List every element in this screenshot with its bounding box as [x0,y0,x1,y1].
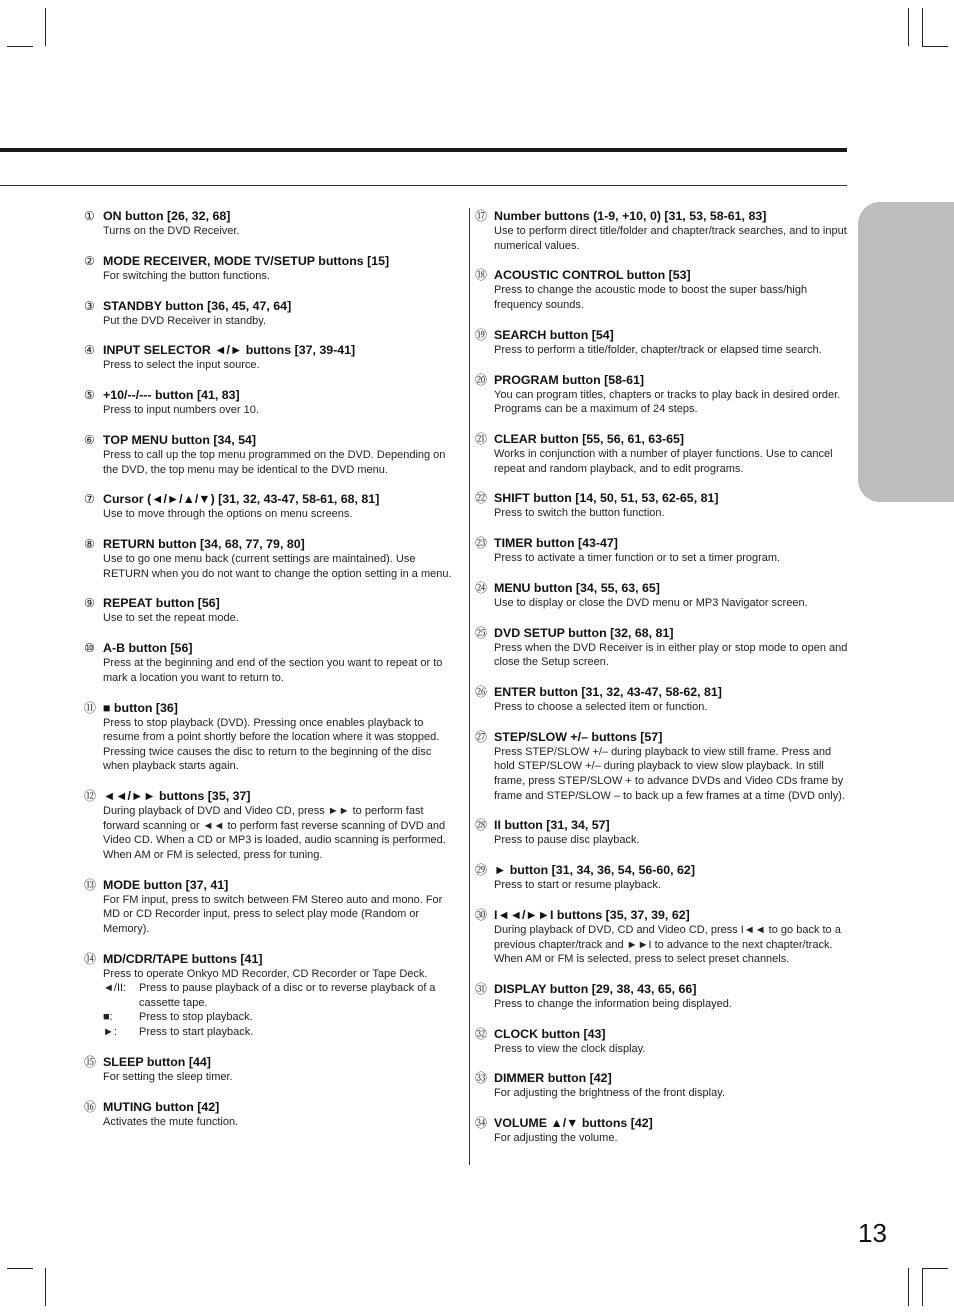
entry-number: ③ [84,298,95,313]
crop-mark [908,8,909,46]
entry-description [103,967,458,1040]
description-text: Press to call up the top menu programmed on the DVD. Depending on the DVD, the top menu may be identical to the DVD menu. [103,448,446,476]
entry-title: DIMMER button [42] [494,1071,612,1086]
entry-title: ► button [31, 34, 36, 54, 56-60, 62] [494,863,695,878]
entry-title: Cursor (◄/►/▲/▼) [31, 32, 43-47, 58-61, 68, 81] [103,492,380,507]
entry-number: ㉘ [475,818,488,833]
entry-heading [475,907,850,923]
entry-title: CLOCK button [43] [494,1026,606,1041]
entry-number: ① [84,209,95,223]
section-tab [858,202,954,502]
entry-description [494,833,850,848]
entry-number: ⑫ [84,789,97,804]
entry-description [103,224,458,239]
entry-number: ㉗ [475,729,488,744]
button-entry [475,372,850,417]
button-entry [84,208,458,239]
entry-heading [84,788,458,804]
entry-heading [475,729,850,745]
button-entry [84,432,458,477]
crop-mark [45,1268,46,1306]
description-text: Works in conjunction with a number of player functions. Use to cancel repeat and random playback, and to edit programs. [494,447,833,475]
entry-heading [84,951,458,967]
description-text: During playback of DVD, CD and Video CD, press I◄◄ to go back to a previous chapter/track and ►►I to advance to the next chapter/track. When AM or FM is selected, press to select preset channels. [494,923,841,966]
entry-title: Number buttons (1-9, +10, 0) [31, 53, 58-61, 83] [494,209,767,223]
entry-number: ⑧ [84,537,95,552]
entry-description [494,923,850,967]
entry-heading [475,490,850,506]
entry-heading [84,298,458,314]
crop-mark [45,8,46,46]
button-entry [475,431,850,476]
entry-number: ④ [84,343,95,358]
entry-title: TIMER button [43-47] [494,536,618,551]
entry-description [494,283,850,312]
button-entry [84,1099,458,1130]
entry-description [103,403,458,418]
entry-description [494,700,850,715]
entry-title: ◄◄/►► buttons [35, 37] [103,789,251,804]
entry-number: ㉖ [475,685,488,699]
description-text: Press to perform a title/folder, chapter/track or elapsed time search. [494,343,822,356]
sub-item [103,1025,458,1040]
entry-heading [84,1099,458,1115]
entry-heading [84,536,458,552]
description-text: Press when the DVD Receiver is in either play or stop mode to open and close the Setup screen. [494,641,848,669]
sub-item-text: Press to stop playback. [139,1011,253,1024]
entry-number: ㉛ [475,981,488,996]
entry-description [103,656,458,685]
button-entry [475,580,850,611]
entry-title: I◄◄/►►I buttons [35, 37, 39, 62] [494,907,690,922]
button-entry [84,536,458,581]
entry-title: STANDBY button [36, 45, 47, 64] [103,298,292,313]
entry-description [494,1086,850,1101]
entry-heading [475,372,850,388]
entry-description [494,551,850,566]
entry-description [494,343,850,358]
sub-item [103,981,458,1010]
description-text: For setting the sleep timer. [103,1070,233,1083]
description-text: Press to pause disc playback. [494,834,640,847]
description-text: For adjusting the volume. [494,1132,618,1145]
button-entry [84,700,458,774]
entry-heading [475,267,850,283]
button-entry [475,907,850,967]
entry-heading [84,491,458,507]
entry-title: DVD SETUP button [32, 68, 81] [494,625,674,640]
description-text: Turns on the DVD Receiver. [103,225,240,237]
description-text: For FM input, press to switch between FM Stereo auto and mono. For MD or CD Recorder input, press to select play mode (Random or Memory). [103,893,443,935]
entry-number: ⑰ [475,209,488,223]
description-text: Use to perform direct title/folder and chapter/track searches, and to input numerical values. [494,225,847,252]
description-text: Press to choose a selected item or function. [494,701,708,713]
entry-title: STEP/SLOW +/– buttons [57] [494,729,663,744]
entry-description [103,611,458,626]
entry-description [494,878,850,893]
entry-number: ㉙ [475,863,488,878]
description-text: Use to go one menu back (current settings are maintained). Use RETURN when you do not want to change the option setting in a menu. [103,553,452,580]
description-text: Use to move through the options on menu screens. [103,508,353,521]
button-entry [475,625,850,670]
entry-description [103,552,458,581]
button-entry [475,208,850,253]
header-rule [0,148,847,152]
description-text: Activates the mute function. [103,1115,239,1128]
entry-title: SHIFT button [14, 50, 51, 53, 62-65, 81] [494,491,719,506]
sub-item-text: Press to pause playback of a disc or to reverse playback of a cassette tape. [139,982,436,1009]
entry-description [494,1131,850,1146]
entry-description [494,1042,850,1057]
entry-description [103,1115,458,1130]
entry-description [494,997,850,1012]
entry-heading [84,700,458,716]
crop-mark [908,1268,909,1306]
entry-title: ACOUSTIC CONTROL button [53] [494,268,691,283]
entry-heading [84,342,458,358]
description-text: During playback of DVD and Video CD, press ►► to perform fast forward scanning or ◄◄ to perform fast reverse scanning of DVD and Video CD. When a CD or MP3 is loaded, audio scanning is performed. When AM or FM is selected, press for tuning. [103,805,446,861]
right-column [475,208,850,1160]
button-entry [84,1054,458,1085]
entry-title: MODE button [37, 41] [103,877,229,892]
entry-number: ⑱ [475,268,488,283]
entry-number: ⑬ [84,877,97,892]
entry-description [494,447,850,476]
button-entry [84,951,458,1040]
entry-description [103,314,458,329]
entry-title: MUTING button [42] [103,1099,220,1114]
description-text: Press to change the information being displayed. [494,997,732,1010]
entry-description [103,358,458,373]
crop-mark [922,1268,923,1306]
entry-title: TOP MENU button [34, 54] [103,432,257,447]
entry-heading [475,1115,850,1131]
entry-heading [84,253,458,269]
entry-heading [475,684,850,700]
crop-mark [922,46,948,47]
description-text: You can program titles, chapters or tracks to play back in desired order. Programs can be a maximum of 24 steps. [494,388,841,416]
crop-mark [922,8,923,46]
entry-number: ㉜ [475,1026,488,1041]
description-text: For switching the button functions. [103,269,270,282]
entry-heading [84,432,458,448]
button-entry [84,640,458,685]
entry-heading [84,1054,458,1070]
crop-mark [922,1268,948,1269]
crop-mark [7,1268,33,1269]
entry-title: +10/--/--- button [41, 83] [103,388,240,403]
button-entry [84,877,458,937]
entry-heading [475,431,850,447]
entry-number: ㉓ [475,536,488,551]
entry-title: CLEAR button [55, 56, 61, 63-65] [494,431,685,446]
entry-number: ⑲ [475,327,488,342]
entry-title: REPEAT button [56] [103,596,220,611]
button-entry [84,491,458,522]
entry-title: DISPLAY button [29, 38, 43, 65, 66] [494,981,697,996]
entry-description [103,893,458,937]
description-text: Press at the beginning and end of the section you want to repeat or to mark a location you want to return to. [103,657,443,684]
button-entry [475,490,850,521]
entry-description [494,745,850,803]
description-text: Use to display or close the DVD menu or MP3 Navigator screen. [494,596,808,609]
entry-description [494,596,850,611]
description-text: Press to stop playback (DVD). Pressing once enables playback to resume from a point shortly before the location where it was stopped. Pressing twice causes the disc to return to the beginning of the disc when playback starts again. [103,716,440,773]
button-entry [84,788,458,862]
button-entry [475,535,850,566]
description-text: Press to switch the button function. [494,507,665,520]
description-text: Press to operate Onkyo MD Recorder, CD Recorder or Tape Deck. [103,967,428,980]
entry-description [494,388,850,417]
entry-title: II button [31, 34, 57] [494,818,610,833]
entry-heading [475,981,850,997]
button-entry [84,298,458,329]
entry-title: VOLUME ▲/▼ buttons [42] [494,1116,653,1131]
entry-number: ㉑ [475,431,488,446]
sub-item-key: ►: [103,1026,117,1039]
entry-title: MD/CDR/TAPE buttons [41] [103,951,263,966]
entry-heading [475,1026,850,1042]
sub-item-key: ◄/II: [103,982,127,995]
button-entry [475,1026,850,1057]
entry-title: SLEEP button [44] [103,1054,211,1069]
description-text: Press to activate a timer function or to set a timer program. [494,552,781,565]
button-entry [475,1115,850,1146]
entry-number: ⑳ [475,372,488,387]
entry-number: ㉚ [475,907,488,922]
column-divider [469,208,470,1165]
entry-title: A-B button [56] [103,641,193,656]
description-text: Press to start or resume playback. [494,879,661,892]
entry-heading [475,535,850,551]
description-text: Press STEP/SLOW +/– during playback to view still frame. Press and hold STEP/SLOW +/– during playback to view slow playback. In still frame, press STEP/SLOW + to advance DVDs and Video CDs frame by frame and STEP/SLOW – to back up a few frames at a time (DVD only). [494,745,845,802]
button-entry [475,327,850,358]
button-entry [475,862,850,893]
entry-number: ⑨ [84,596,95,611]
button-entry [84,253,458,284]
entry-number: ⑭ [84,951,97,966]
entry-heading [84,595,458,611]
entry-title: PROGRAM button [58-61] [494,372,645,387]
entry-heading [475,862,850,878]
button-entry [84,342,458,373]
entry-heading [84,387,458,403]
entry-number: ㉞ [475,1116,488,1131]
entry-heading [475,1070,850,1086]
entry-description [103,269,458,284]
entry-description [103,1070,458,1085]
entry-heading [475,580,850,596]
entry-number: ⑪ [84,700,97,715]
crop-mark [7,46,33,47]
button-entry [84,595,458,626]
entry-number: ⑯ [84,1099,97,1114]
description-text: Use to set the repeat mode. [103,612,239,625]
entry-heading [475,817,850,833]
entry-number: ⑥ [84,432,95,447]
entry-heading [84,877,458,893]
description-text: Press to change the acoustic mode to boost the super bass/high frequency sounds. [494,284,808,311]
sub-item-text: Press to start playback. [139,1026,254,1039]
entry-description [494,641,850,670]
button-entry [475,817,850,848]
entry-heading [475,625,850,641]
entry-number: ⑤ [84,388,95,403]
entry-title: INPUT SELECTOR ◄/► buttons [37, 39-41] [103,343,356,358]
entry-title: ENTER button [31, 32, 43-47, 58-62, 81] [494,685,722,699]
entry-title: RETURN button [34, 68, 77, 79, 80] [103,537,305,552]
description-text: Press to view the clock display. [494,1042,646,1055]
entry-heading [84,640,458,656]
entry-title: ■ button [36] [103,700,178,715]
button-entry [84,387,458,418]
entry-description [103,716,458,774]
entry-number: ⑩ [84,641,95,656]
description-text: For adjusting the brightness of the front display. [494,1087,725,1100]
left-column [84,208,458,1143]
entry-heading [84,208,458,224]
button-entry [475,981,850,1012]
button-entry [475,684,850,715]
entry-number: ㉒ [475,491,488,506]
entry-number: ㉕ [475,625,488,640]
entry-heading [475,327,850,343]
sub-item [103,1010,458,1025]
description-text: Press to input numbers over 10. [103,404,259,417]
entry-description [494,224,850,253]
entry-description [103,804,458,862]
entry-heading [475,208,850,224]
button-entry [475,729,850,803]
sub-item-key: ■: [103,1011,113,1024]
entry-number: ⑮ [84,1054,97,1069]
entry-description [494,506,850,521]
entry-description [103,507,458,522]
entry-title: ON button [26, 32, 68] [103,209,231,223]
entry-title: MODE RECEIVER, MODE TV/SETUP buttons [15] [103,253,390,268]
entry-title: MENU button [34, 55, 63, 65] [494,580,660,595]
page-number: 13 [858,1218,887,1248]
description-text: Press to select the input source. [103,359,260,372]
entry-description [103,448,458,477]
button-entry [475,1070,850,1101]
description-text: Put the DVD Receiver in standby. [103,314,267,327]
entry-number: ⑦ [84,492,95,507]
header-subrule [0,185,847,186]
entry-title: SEARCH button [54] [494,327,614,342]
entry-number: ㉝ [475,1071,488,1086]
button-entry [475,267,850,312]
entry-number: ② [84,253,95,268]
entry-number: ㉔ [475,580,488,595]
